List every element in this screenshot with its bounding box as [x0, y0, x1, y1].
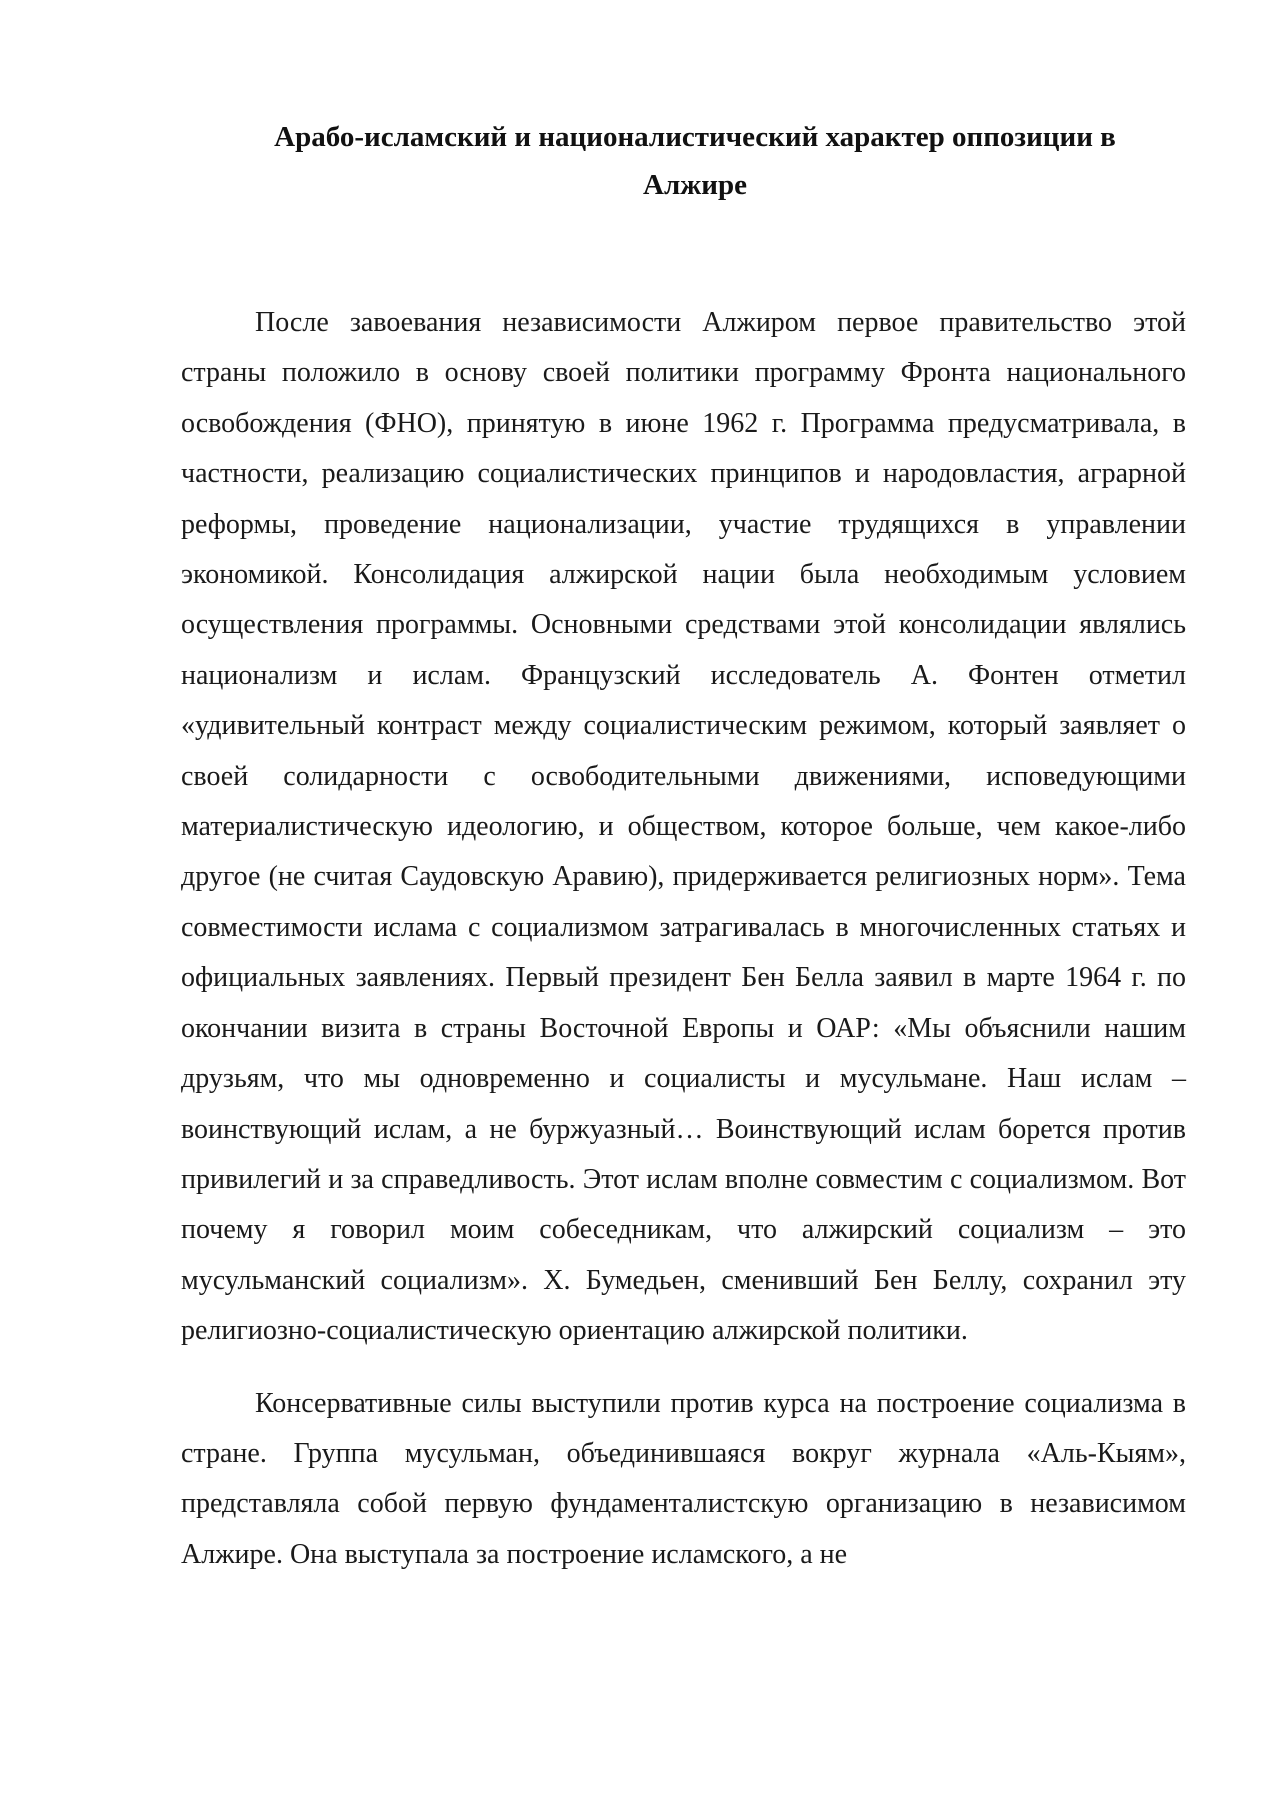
paragraph-2: Консервативные силы выступили против курса на построение социализма в стране. Группа мусульман, объединившаяся вокруг журнала «Аль-Кыям», представляла собой первую фундаменталистскую организацию в независимом Алжире. Она выступала за построение исламского, а не [181, 1387, 1186, 1570]
document-title: Арабо-исламский и националистический характер оппозиции в Алжире [274, 121, 1116, 201]
paragraph-1: После завоевания независимости Алжиром первое правительство этой страны положило в основу своей политики программу Фронта национального освобождения (ФНО), принятую в июне 1962 г. Программа предусматривала, в частности, реализацию социалистических принципов и народовластия, аграрной реформы, проведение национализации, участие трудящихся в управлении экономикой. Консолидация алжирской нации была необходимым условием осуществления программы. Основными средствами этой консолидации являлись национализм и ислам. Французский исследователь А. Фонтен отметил «удивительный контраст между социалистическим режимом, который заявляет о своей солидарности с освободительными движениями, исповедующими материалистическую идеологию, и обществом, которое больше, чем какое-либо другое (не считая Саудовскую Аравию), придерживается религиозных норм». Тема совместимости ислама с социализмом затрагивалась в многочисленных статьях и официальных заявлениях. Первый президент Бен Белла заявил в марте 1964 г. по окончании визита в страны Восточной Европы и ОАР: «Мы объяснили нашим друзьям, что мы одновременно и социалисты и мусульмане. Наш ислам – воинствующий ислам, а не буржуазный… Воинствующий ислам борется против привилегий и за справедливость. Этот ислам вполне совместим с социализмом. Вот почему я говорил моим собеседникам, что алжирский социализм – это мусульманский социализм». Х. Бумедьен, сменивший Бен Беллу, сохранил эту религиозно-социалистическую ориентацию алжирской политики. [181, 307, 1186, 1347]
document-body [181, 298, 1186, 1602]
